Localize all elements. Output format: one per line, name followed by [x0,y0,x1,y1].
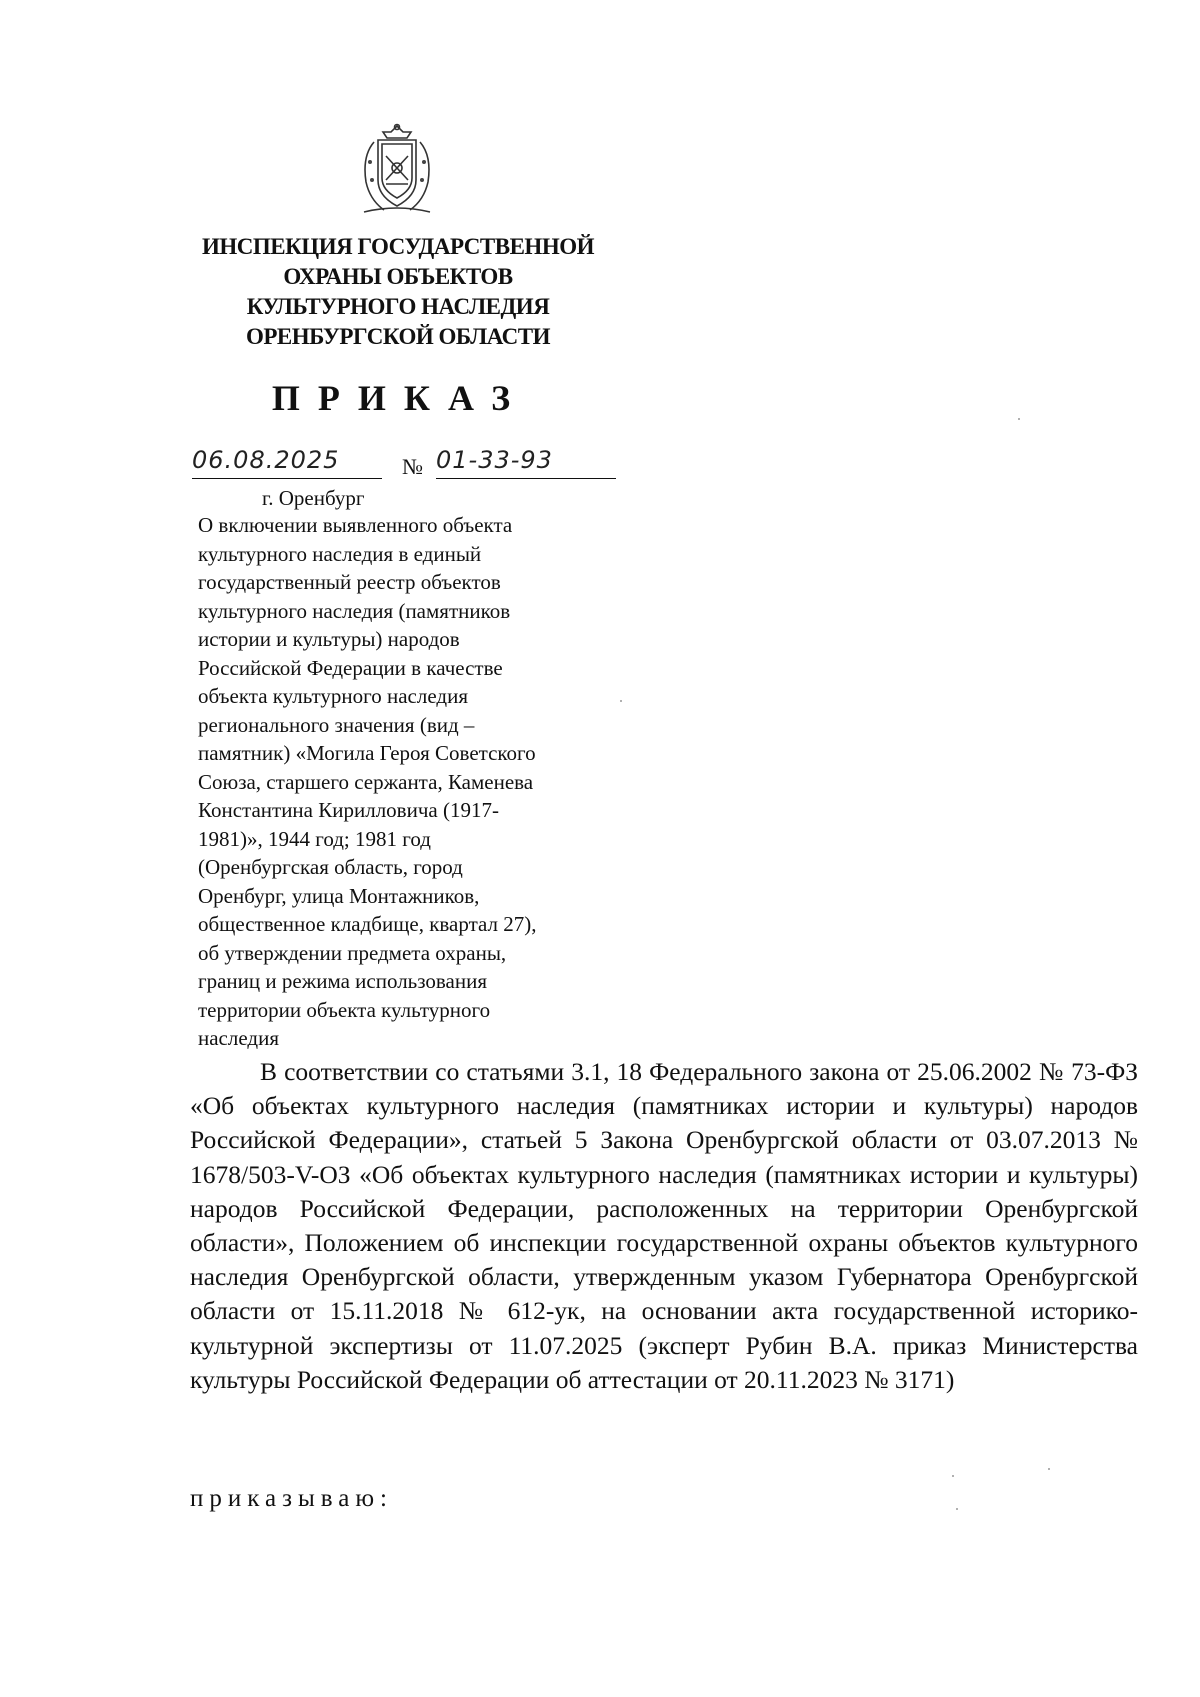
subject-line: 1981)», 1944 год; 1981 год [198,826,431,851]
subject-line: (Оренбургская область, город [198,855,463,879]
subject-line: памятник) «Могила Героя Советского [198,741,536,765]
subject-line: О включении выявленного объекта [198,513,513,537]
subject-line: границ и режима использования [198,969,488,993]
subject-line: наследия [198,1026,279,1050]
subject-line: культурного наследия (памятников [198,598,511,623]
subject-line: государственный реестр объектов [198,570,501,594]
order-date: 06.08.2025 [192,446,382,479]
date-number-line [190,448,620,484]
preamble-paragraph: В соответствии со статьями 3.1, 18 Федерального закона от 25.06.2002 № 73-ФЗ «Об объектах культурного наследия (памятниках истории и культуры) народов Российской Федерации», статьей 5 Закона Оренбургской области от 03.07.2013 № 1678/503-V-ОЗ «Об объектах культурного наследия (памятниках истории и культуры) народов Российской Федерации, расположенных на территории Оренбургской области», Положением об инспекции государственной охраны объектов культурного наследия Оренбургской области, утвержденным указом Губернатора Оренбургской области от 15.11.2018 № 612-ук, на основании акта государственной историко-культурной экспертизы от 11.07.2025 (эксперт Рубин В.А. приказ Министерства культуры Российской Федерации об аттестации от 20.11.2023 № 3171) [190,1057,1138,1394]
order-subject [198,511,618,1053]
subject-line: Союза, старшего сержанта, Каменева [198,769,534,794]
org-line: ИНСПЕКЦИЯ ГОСУДАРСТВЕННОЙ [202,234,594,259]
coat-of-arms-emblem [356,122,438,222]
org-line: ОХРАНЫ ОБЪЕКТОВ [283,264,513,289]
order-number: 01-33-93 [436,446,616,479]
subject-line: Российской Федерации в качестве [198,655,503,680]
document-type-title: ПРИКАЗ [271,378,529,418]
scan-speck [952,1475,954,1477]
org-line: ОРЕНБУРГСКОЙ ОБЛАСТИ [245,324,551,349]
city-label: г. Оренбург [262,486,365,510]
scan-speck [1018,418,1020,420]
subject-line: регионального значения (вид – [198,712,475,737]
subject-line: Константина Кирилловича (1917- [198,798,499,822]
subject-line: общественное кладбище, квартал 27), [198,912,537,936]
subject-line: культурного наследия в единый [198,541,482,566]
subject-line: истории и культуры) народов [198,627,460,651]
org-line: КУЛЬТУРНОГО НАСЛЕДИЯ [246,294,550,319]
subject-line: Оренбург, улица Монтажников, [198,883,480,908]
subject-line: объекта культурного наследия [198,684,468,708]
organization-name [160,232,636,352]
number-label: № [402,454,423,479]
scan-speck [620,700,622,702]
subject-line: об утверждении предмета охраны, [198,940,507,965]
scan-speck [956,1508,958,1510]
order-keyword: приказываю: [190,1485,393,1512]
subject-line: территории объекта культурного [198,997,491,1022]
scan-speck [1048,1468,1050,1470]
